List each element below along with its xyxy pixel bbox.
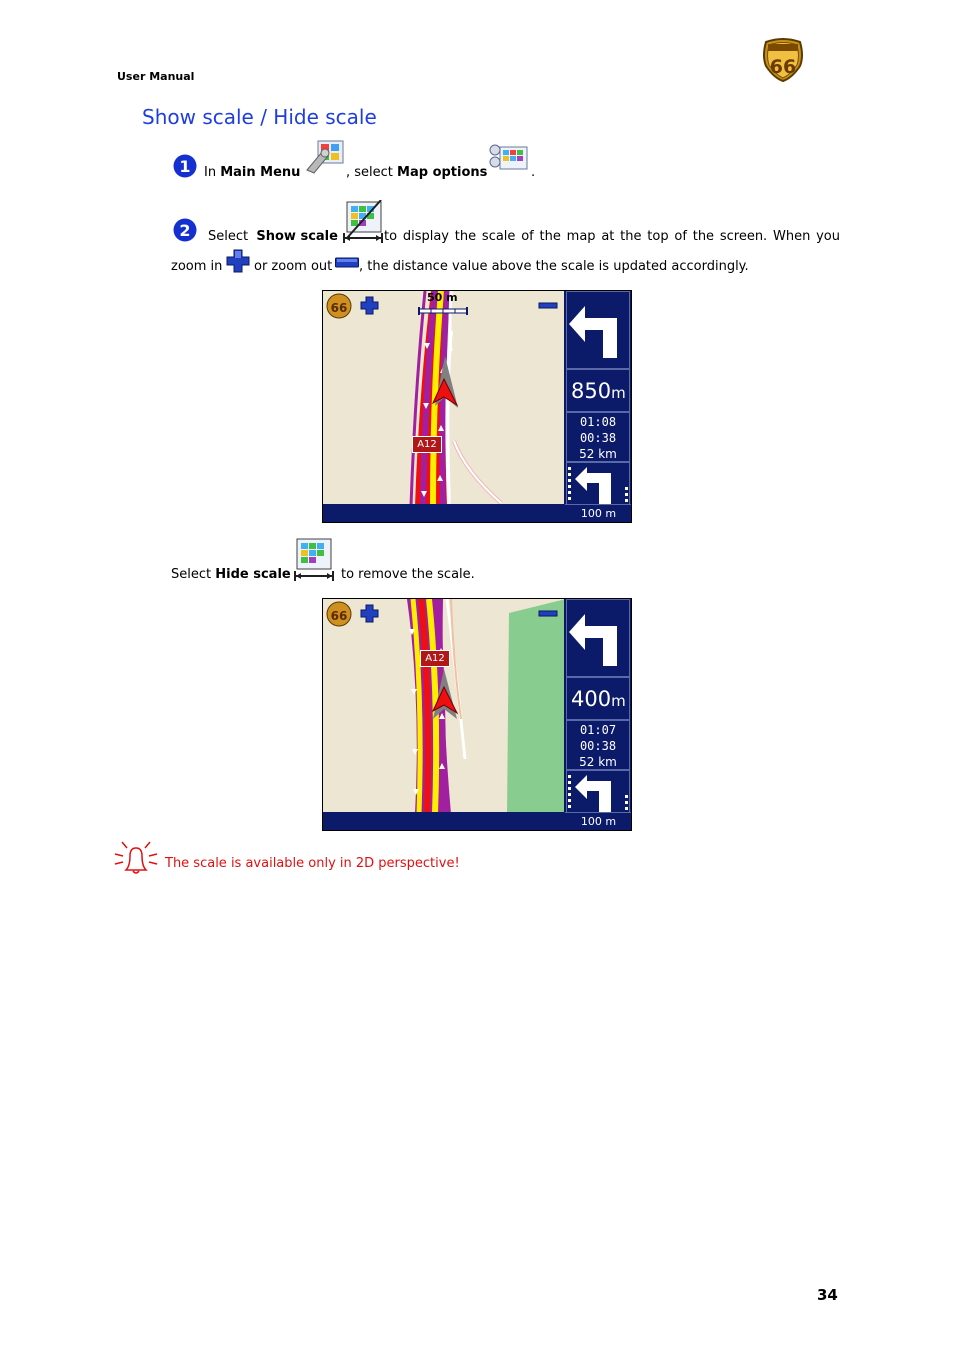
step-1-end: . xyxy=(531,165,536,180)
step-1-select-text xyxy=(346,165,487,181)
svg-text:66: 66 xyxy=(330,301,348,315)
step-2-line-1: to display the scale of the map at the top of the screen. When you xyxy=(384,229,840,244)
distance-remaining: 52 km xyxy=(579,447,617,461)
text-in: In xyxy=(204,165,217,180)
hide-scale-icon xyxy=(294,538,334,582)
svg-text:2: 2 xyxy=(179,221,191,240)
or-zoom-out-text: or zoom out xyxy=(254,259,333,274)
distance-unit: m xyxy=(611,384,626,402)
distance-remaining: 52 km xyxy=(579,755,617,769)
distance-to-turn xyxy=(566,369,630,412)
route66-logo-icon xyxy=(760,36,806,82)
distance-to-turn xyxy=(566,677,630,720)
trip-info xyxy=(566,720,630,770)
show-scale-icon xyxy=(343,200,383,234)
svg-text:66: 66 xyxy=(769,56,797,78)
step-1-text xyxy=(204,165,300,181)
zoom-in-text: zoom in xyxy=(171,259,223,274)
next-turn-left-arrow-icon xyxy=(567,463,629,507)
svg-text:1: 1 xyxy=(179,157,191,176)
zoom-out-minus-icon xyxy=(335,254,359,266)
alarm-bell-icon xyxy=(112,840,160,876)
hide-scale-rest: to remove the scale. xyxy=(341,567,475,582)
navigation-side-panel xyxy=(564,599,631,830)
main-menu-icon xyxy=(304,140,344,174)
text-select: , select xyxy=(346,165,393,180)
header-label: User Manual xyxy=(117,70,195,83)
time-remaining: 01:08 xyxy=(579,415,617,429)
time-secondary: 00:38 xyxy=(579,739,617,753)
main-menu-label: Main Menu xyxy=(220,165,301,180)
distance-unit: m xyxy=(611,692,626,710)
next-turn-left-arrow-icon xyxy=(567,771,629,815)
turn-left-arrow-icon xyxy=(567,600,629,676)
road-label-badge: A12 xyxy=(412,436,442,453)
section-title: Show scale / Hide scale xyxy=(142,105,377,129)
road-label-badge: A12 xyxy=(420,650,450,667)
distance-value: 850 xyxy=(571,379,612,403)
warning-text: The scale is available only in 2D perspective! xyxy=(165,856,460,871)
trip-info xyxy=(566,412,630,462)
step-2-number-icon xyxy=(173,218,197,242)
page-number: 34 xyxy=(817,1286,838,1304)
text-select: Select xyxy=(208,229,249,244)
show-scale-label: Show scale xyxy=(256,229,338,244)
time-secondary: 00:38 xyxy=(579,431,617,445)
hide-scale-select-text xyxy=(171,567,291,583)
turn-instruction xyxy=(566,291,630,369)
navigation-screen-show-scale xyxy=(322,290,632,523)
time-remaining: 01:07 xyxy=(579,723,617,737)
step-2-select-text xyxy=(208,229,338,245)
hide-scale-label: Hide scale xyxy=(215,567,291,582)
zoom-in-plus-icon xyxy=(226,249,250,273)
scale-label: 50 m xyxy=(427,291,458,304)
navigation-screen-hide-scale xyxy=(322,598,632,831)
map-view xyxy=(323,599,566,814)
next-distance: 100 m xyxy=(565,504,632,522)
map-options-icon xyxy=(489,142,529,176)
map-view xyxy=(323,291,566,506)
step-1-number-icon xyxy=(173,154,197,178)
next-distance: 100 m xyxy=(565,812,632,830)
map-options-label: Map options xyxy=(397,165,488,180)
step-2-line-2: , the distance value above the scale is updated accordingly. xyxy=(359,259,749,274)
text-select: Select xyxy=(171,567,212,582)
turn-instruction xyxy=(566,599,630,677)
navigation-side-panel xyxy=(564,291,631,522)
turn-left-arrow-icon xyxy=(567,292,629,368)
distance-value: 400 xyxy=(571,687,612,711)
svg-text:66: 66 xyxy=(330,609,348,623)
